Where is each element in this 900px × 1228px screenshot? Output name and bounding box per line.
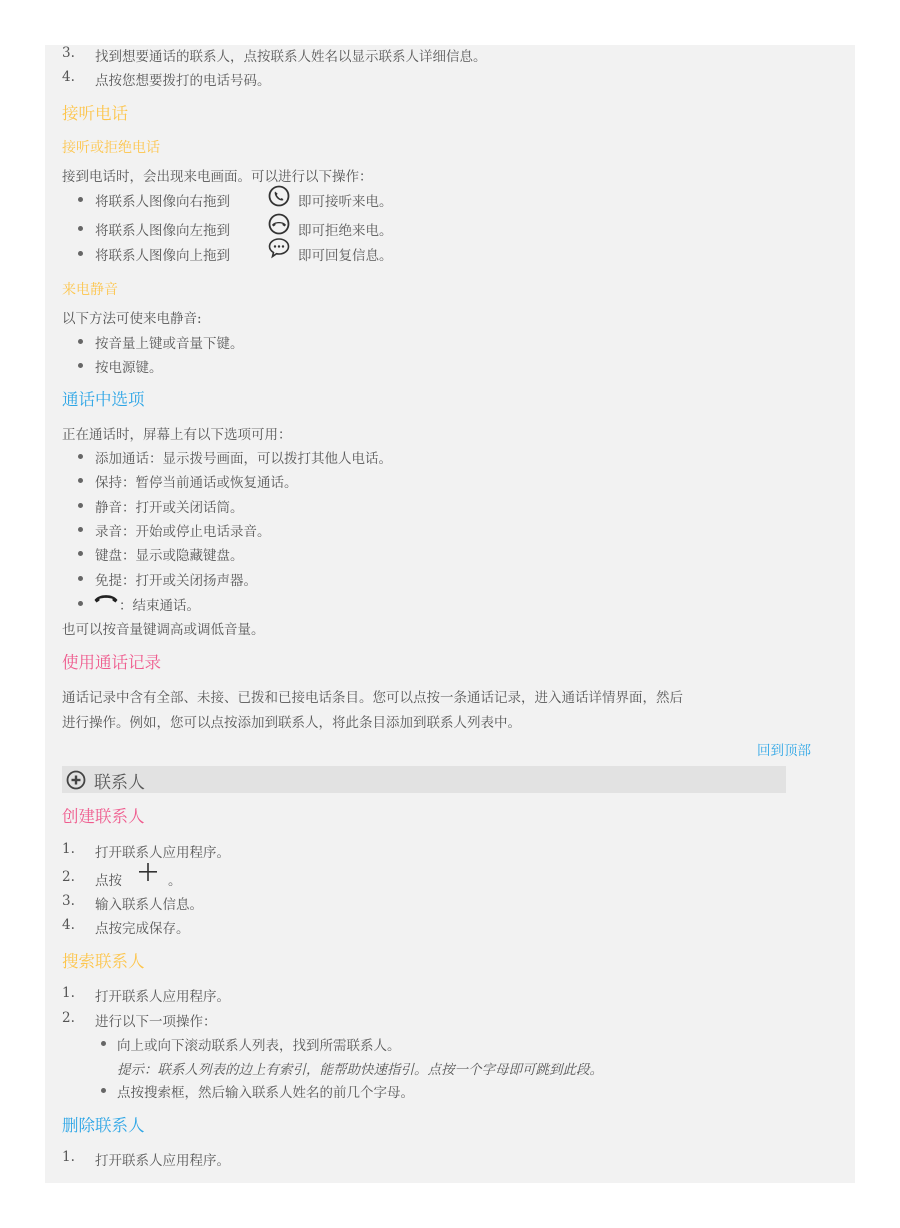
bullet: [78, 527, 83, 532]
call-log-text: 通话记录中含有全部、未接、已拨和已接电话条目。您可以点按一条通话记录，进入通话详情界面，然后: [62, 690, 683, 706]
in-call-item: 保持：暂停当前通话或恢复通话。: [95, 475, 298, 491]
mute-item: 按电源键。: [95, 360, 163, 376]
in-call-item: 添加通话：显示拨号画面，可以拨打其他人电话。: [95, 451, 392, 467]
bullet: [78, 551, 83, 556]
in-call-footer: 也可以按音量键调高或调低音量。: [62, 622, 265, 638]
back-to-top-link[interactable]: 回到顶部: [757, 743, 811, 759]
step-number: 3.: [62, 45, 75, 61]
search-tip: 提示：联系人列表的边上有索引，能帮助快速指引。点按一个字母即可跳到此段。: [117, 1062, 603, 1078]
heading-call-log: 使用通话记录: [62, 653, 161, 672]
search-sub-item: 向上或向下滚动联系人列表，找到所需联系人。: [117, 1038, 401, 1054]
step-text: 找到想要通话的联系人，点按联系人姓名以显示联系人详细信息。: [95, 49, 487, 65]
answer-item-text: 将联系人图像向左拖到: [95, 223, 230, 239]
section-title-contacts: 联系人: [94, 773, 145, 793]
end-call-text: ：结束通话。: [119, 598, 200, 614]
bullet: [78, 251, 83, 256]
end-call-icon: [93, 592, 119, 606]
reject-call-icon: [267, 213, 291, 235]
message-bubble-icon: [267, 237, 291, 259]
step-text: 点按完成保存。: [95, 921, 190, 937]
in-call-intro: 正在通话时，屏幕上有以下选项可用：: [62, 427, 292, 443]
step-number: 3.: [62, 893, 75, 909]
in-call-item: 免提：打开或关闭扬声器。: [95, 573, 257, 589]
step-text: 打开联系人应用程序。: [95, 1153, 230, 1169]
in-call-item: 静音：打开或关闭话筒。: [95, 500, 244, 516]
step-text: 输入联系人信息。: [95, 897, 203, 913]
in-call-item: 键盘：显示或隐藏键盘。: [95, 548, 244, 564]
heading-in-call: 通话中选项: [62, 390, 145, 409]
bullet: [78, 226, 83, 231]
bullet: [78, 197, 83, 202]
step-text: 点按: [95, 873, 122, 889]
section-header-contacts[interactable]: [62, 766, 786, 793]
heading-create-contact: 创建联系人: [62, 807, 145, 826]
step-number: 1.: [62, 841, 75, 857]
bullet: [78, 363, 83, 368]
step-text: 进行以下一项操作：: [95, 1014, 217, 1030]
step-number: 1.: [62, 985, 75, 1001]
step-number: 2.: [62, 869, 75, 885]
bullet: [78, 339, 83, 344]
answer-item-text: 即可拒绝来电。: [298, 223, 393, 239]
mute-intro: 以下方法可使来电静音:: [62, 311, 202, 327]
step-text: 打开联系人应用程序。: [95, 989, 230, 1005]
answer-intro: 接到电话时，会出现来电画面。可以进行以下操作：: [62, 169, 373, 185]
bullet: [78, 576, 83, 581]
answer-item-text: 即可回复信息。: [298, 248, 393, 264]
answer-call-icon: [267, 185, 291, 207]
step-text: 打开联系人应用程序。: [95, 845, 230, 861]
bullet: [78, 503, 83, 508]
step-text: 点按您想要拨打的电话号码。: [95, 73, 271, 89]
mute-item: 按音量上键或音量下键。: [95, 336, 244, 352]
step-suffix: 。: [168, 873, 182, 889]
heading-search-contact: 搜索联系人: [62, 952, 145, 971]
subheading-answer-reject: 接听或拒绝电话: [62, 140, 160, 156]
step-number: 1.: [62, 1149, 75, 1165]
bullet: [78, 478, 83, 483]
subheading-mute: 来电静音: [62, 282, 118, 298]
step-number: 4.: [62, 69, 75, 85]
step-number: 4.: [62, 917, 75, 933]
step-number: 2.: [62, 1010, 75, 1026]
answer-item-text: 将联系人图像向上拖到: [95, 248, 230, 264]
answer-item-text: 即可接听来电。: [298, 194, 393, 210]
bullet: [78, 454, 83, 459]
add-plus-icon: [138, 862, 158, 882]
call-log-text: 进行操作。例如，您可以点按添加到联系人，将此条目添加到联系人列表中。: [62, 715, 521, 731]
answer-item-text: 将联系人图像向右拖到: [95, 194, 230, 210]
bullet: [101, 1088, 106, 1093]
heading-delete-contact: 删除联系人: [62, 1116, 145, 1135]
bullet: [78, 601, 83, 606]
heading-answer-call: 接听电话: [62, 104, 128, 123]
in-call-item: 录音：开始或停止电话录音。: [95, 524, 271, 540]
bullet: [101, 1041, 106, 1046]
expand-plus-icon[interactable]: [66, 770, 86, 790]
search-sub-item: 点按搜索框，然后输入联系人姓名的前几个字母。: [117, 1085, 414, 1101]
